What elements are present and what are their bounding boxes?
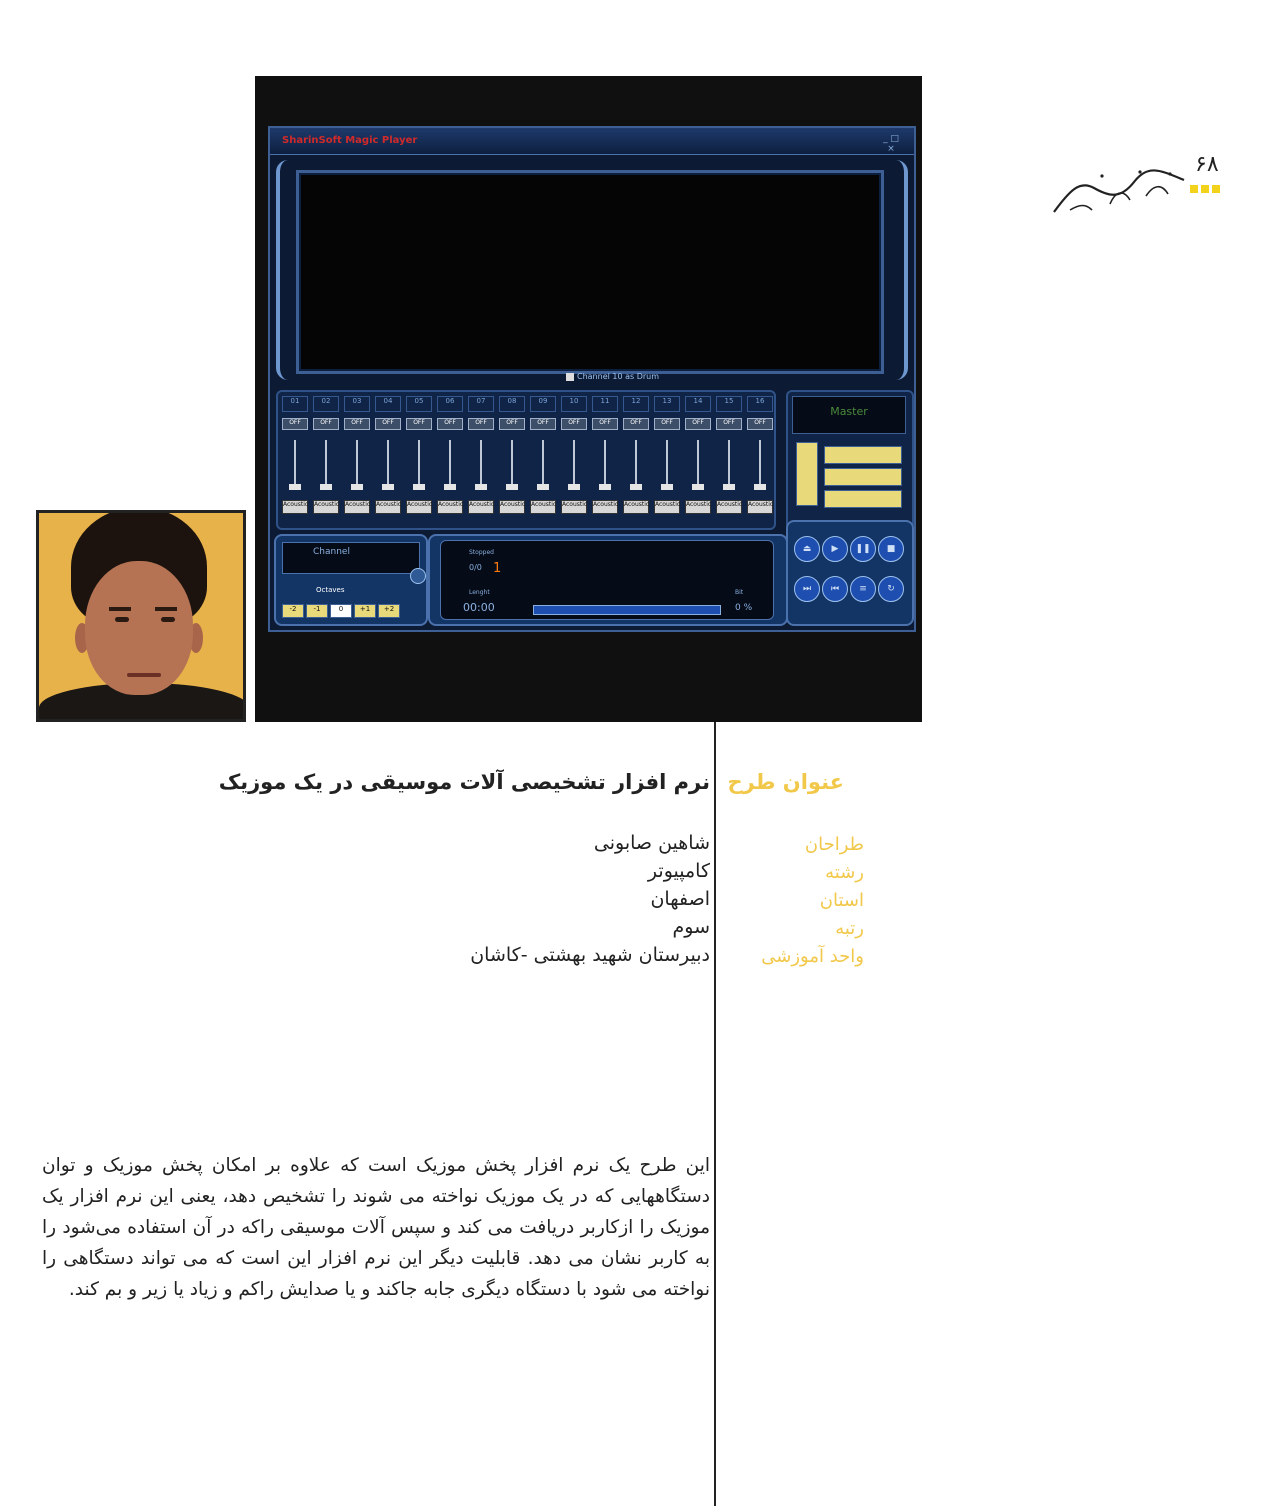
next-icon[interactable]: ⏭ (794, 576, 820, 602)
channel-strip (437, 396, 463, 522)
track-count: 0/0 (469, 563, 482, 572)
slider-knob[interactable] (661, 484, 673, 490)
drum-option[interactable] (566, 372, 659, 381)
octaves-label: Octaves (316, 586, 345, 594)
slider-knob[interactable] (568, 484, 580, 490)
instrument-button[interactable]: Acoustic (747, 500, 773, 514)
channel-strip (592, 396, 618, 522)
app-title: SharinSoft Magic Player (282, 135, 418, 146)
slider-knob[interactable] (444, 484, 456, 490)
channel-toggle-button[interactable]: OFF (716, 418, 742, 430)
channel-strip (654, 396, 680, 522)
channel-number: 06 (437, 396, 463, 412)
master-display (792, 396, 906, 434)
octave-button[interactable]: 0 (330, 604, 352, 618)
channel-number: 03 (344, 396, 370, 412)
channel-toggle-button[interactable]: OFF (437, 418, 463, 430)
slider-knob[interactable] (413, 484, 425, 490)
channel-volume-slider[interactable] (294, 440, 296, 490)
progress-percent: 0 % (735, 603, 753, 613)
channel-strip (468, 396, 494, 522)
channel-number: 11 (592, 396, 618, 412)
instrument-button[interactable]: Acoustic (561, 500, 587, 514)
channel-volume-slider[interactable] (759, 440, 761, 490)
channel-strip (313, 396, 339, 522)
photo-mouth (127, 673, 161, 677)
school-value: دبیرستان شهید بهشتی -کاشان (470, 944, 710, 966)
instrument-button[interactable]: Acoustic (685, 500, 711, 514)
channel-toggle-button[interactable]: OFF (561, 418, 587, 430)
channel-strip (747, 396, 773, 522)
drum-option-label: Channel 10 as Drum (577, 372, 660, 381)
slider-knob[interactable] (599, 484, 611, 490)
slider-knob[interactable] (630, 484, 642, 490)
channel-toggle-button[interactable]: OFF (592, 418, 618, 430)
slider-knob[interactable] (320, 484, 332, 490)
channel-toggle-button[interactable]: OFF (685, 418, 711, 430)
channel-strip (375, 396, 401, 522)
instrument-button[interactable]: Acoustic (716, 500, 742, 514)
channel-toggle-button[interactable]: OFF (282, 418, 308, 430)
channel-number: 16 (747, 396, 773, 412)
slider-knob[interactable] (723, 484, 735, 490)
title-bar (270, 128, 914, 155)
channel-number: 08 (499, 396, 525, 412)
master-slider-1[interactable] (824, 446, 902, 464)
channel-strip (716, 396, 742, 522)
field-label: رشته (825, 862, 864, 883)
channel-dropdown-button[interactable] (410, 568, 426, 584)
channel-volume-slider[interactable] (449, 440, 451, 490)
slider-knob[interactable] (754, 484, 766, 490)
page-number: ۶۸ (1195, 152, 1219, 177)
repeat-icon[interactable]: ↻ (878, 576, 904, 602)
playback-display (440, 540, 774, 620)
instrument-button[interactable]: Acoustic (623, 500, 649, 514)
channel-toggle-button[interactable]: OFF (375, 418, 401, 430)
province-label: استان (819, 890, 864, 911)
channel-number: 10 (561, 396, 587, 412)
slider-knob[interactable] (351, 484, 363, 490)
channel-strip (623, 396, 649, 522)
instrument-button[interactable]: Acoustic (344, 500, 370, 514)
octave-buttons (282, 596, 402, 618)
channel-number: 02 (313, 396, 339, 412)
instrument-button[interactable]: Acoustic (654, 500, 680, 514)
channel-strip (282, 396, 308, 522)
channel-strip (499, 396, 525, 522)
channel-volume-slider[interactable] (418, 440, 420, 490)
channel-toggle-button[interactable]: OFF (623, 418, 649, 430)
channel-volume-slider[interactable] (387, 440, 389, 490)
channel-volume-slider[interactable] (728, 440, 730, 490)
project-title-label: عنوان طرح (727, 770, 844, 794)
slider-knob[interactable] (537, 484, 549, 490)
designer-photo (36, 510, 246, 722)
channel-display (282, 542, 420, 574)
festival-logo (1050, 160, 1190, 220)
field-value: کامپیوتر (647, 860, 710, 882)
channel-volume-slider[interactable] (356, 440, 358, 490)
status-label: Stopped (469, 549, 494, 556)
channel-toggle-button[interactable]: OFF (530, 418, 556, 430)
rank-value: سوم (672, 916, 710, 938)
master-volume-slider[interactable] (796, 442, 818, 506)
page-number-dots (1190, 178, 1226, 190)
instrument-button[interactable]: Acoustic (313, 500, 339, 514)
instrument-button[interactable]: Acoustic (406, 500, 432, 514)
instrument-button[interactable]: Acoustic (530, 500, 556, 514)
channel-number: 04 (375, 396, 401, 412)
channel-volume-slider[interactable] (604, 440, 606, 490)
software-screenshot (255, 76, 922, 722)
instrument-button[interactable]: Acoustic (282, 500, 308, 514)
drum-checkbox[interactable] (566, 373, 574, 381)
instrument-button[interactable]: Acoustic (592, 500, 618, 514)
channel-volume-slider[interactable] (542, 440, 544, 490)
bit-label: Bit (735, 589, 744, 596)
octave-button[interactable]: +1 (354, 604, 376, 618)
channel-number: 01 (282, 396, 308, 412)
pause-icon[interactable]: ❚❚ (850, 536, 876, 562)
photo-eye-left (115, 617, 129, 622)
octave-button[interactable]: +2 (378, 604, 400, 618)
master-slider-3[interactable] (824, 490, 902, 508)
column-divider (714, 722, 716, 1506)
slider-knob[interactable] (289, 484, 301, 490)
channel-toggle-button[interactable]: OFF (499, 418, 525, 430)
instrument-button[interactable]: Acoustic (468, 500, 494, 514)
octave-button[interactable]: -2 (282, 604, 304, 618)
school-label: واحد آموزشی (761, 946, 864, 967)
channel-number: 05 (406, 396, 432, 412)
transport-controls (786, 520, 914, 626)
channel-volume-slider[interactable] (635, 440, 637, 490)
channel-strip (406, 396, 432, 522)
time-readout: 00:00 (463, 601, 495, 614)
instrument-button[interactable]: Acoustic (375, 500, 401, 514)
seek-bar[interactable] (533, 605, 721, 615)
channel-number: 12 (623, 396, 649, 412)
channel-toggle-button[interactable]: OFF (313, 418, 339, 430)
designer-label: طراحان (804, 834, 864, 855)
designer-value: شاهین صابونی (593, 832, 710, 854)
master-slider-2[interactable] (824, 468, 902, 486)
channel-toggle-button[interactable]: OFF (344, 418, 370, 430)
project-description: این طرح یک نرم افزار پخش موزیک است که علاوه بر امکان پخش موزیک و توان دستگاههایی که در یک موزیک نواخته می شوند را تشخیص دهد، یعنی این نرم افزار یک موزیک را ازکاربر دریافت می کند و سپس آلات موسیقی راکه در آن استفاده می‌شود را به کاربر نشان می دهد. قابلیت دیگر این نرم افزار این است که می تواند دستگاهی را نواخته می شود با دستگاه دیگری جابه جاکند و یا صدایش راکم و زیاد یا زیر و بم کند. (42, 1155, 710, 1300)
player-window (268, 126, 916, 632)
channel-volume-slider[interactable] (480, 440, 482, 490)
instrument-button[interactable]: Acoustic (499, 500, 525, 514)
channel-volume-slider[interactable] (511, 440, 513, 490)
open-icon[interactable]: ⏏ (794, 536, 820, 562)
playlist-icon[interactable]: ≡ (850, 576, 876, 602)
track-number: 1 (493, 561, 502, 576)
photo-eye-right (161, 617, 175, 622)
instrument-button[interactable]: Acoustic (437, 500, 463, 514)
channel-volume-slider[interactable] (697, 440, 699, 490)
province-value: اصفهان (650, 888, 710, 910)
channel-number: 13 (654, 396, 680, 412)
channel-number: 14 (685, 396, 711, 412)
channel-strip (530, 396, 556, 522)
channel-number: 07 (468, 396, 494, 412)
slider-knob[interactable] (692, 484, 704, 490)
channel-strip (344, 396, 370, 522)
channel-mixer (276, 390, 776, 530)
channel-strip (685, 396, 711, 522)
channel-label: Channel (313, 547, 350, 557)
project-title: نرم افزار تشخیصی آلات موسیقی در یک موزیک (218, 770, 710, 794)
slider-knob[interactable] (506, 484, 518, 490)
photo-brow-left (109, 607, 131, 611)
channel-strip (561, 396, 587, 522)
channel-toggle-button[interactable]: OFF (654, 418, 680, 430)
channel-volume-slider[interactable] (573, 440, 575, 490)
playback-panel (428, 534, 788, 626)
channel-toggle-button[interactable]: OFF (468, 418, 494, 430)
window-controls[interactable]: _ □ × (883, 134, 899, 154)
channel-volume-slider[interactable] (325, 440, 327, 490)
play-icon[interactable]: ▶ (822, 536, 848, 562)
length-label: Lenght (469, 589, 490, 596)
slider-knob[interactable] (475, 484, 487, 490)
channel-toggle-button[interactable]: OFF (747, 418, 773, 430)
slider-knob[interactable] (382, 484, 394, 490)
visual-display (296, 170, 884, 374)
previous-icon[interactable]: ⏮ (822, 576, 848, 602)
channel-number: 09 (530, 396, 556, 412)
master-label: Master (830, 405, 868, 418)
rank-label: رتبه (835, 918, 864, 939)
photo-brow-right (155, 607, 177, 611)
octave-button[interactable]: -1 (306, 604, 328, 618)
channel-volume-slider[interactable] (666, 440, 668, 490)
stop-icon[interactable]: ■ (878, 536, 904, 562)
channel-panel (274, 534, 428, 626)
channel-number: 15 (716, 396, 742, 412)
channel-toggle-button[interactable]: OFF (406, 418, 432, 430)
master-panel (786, 390, 914, 530)
